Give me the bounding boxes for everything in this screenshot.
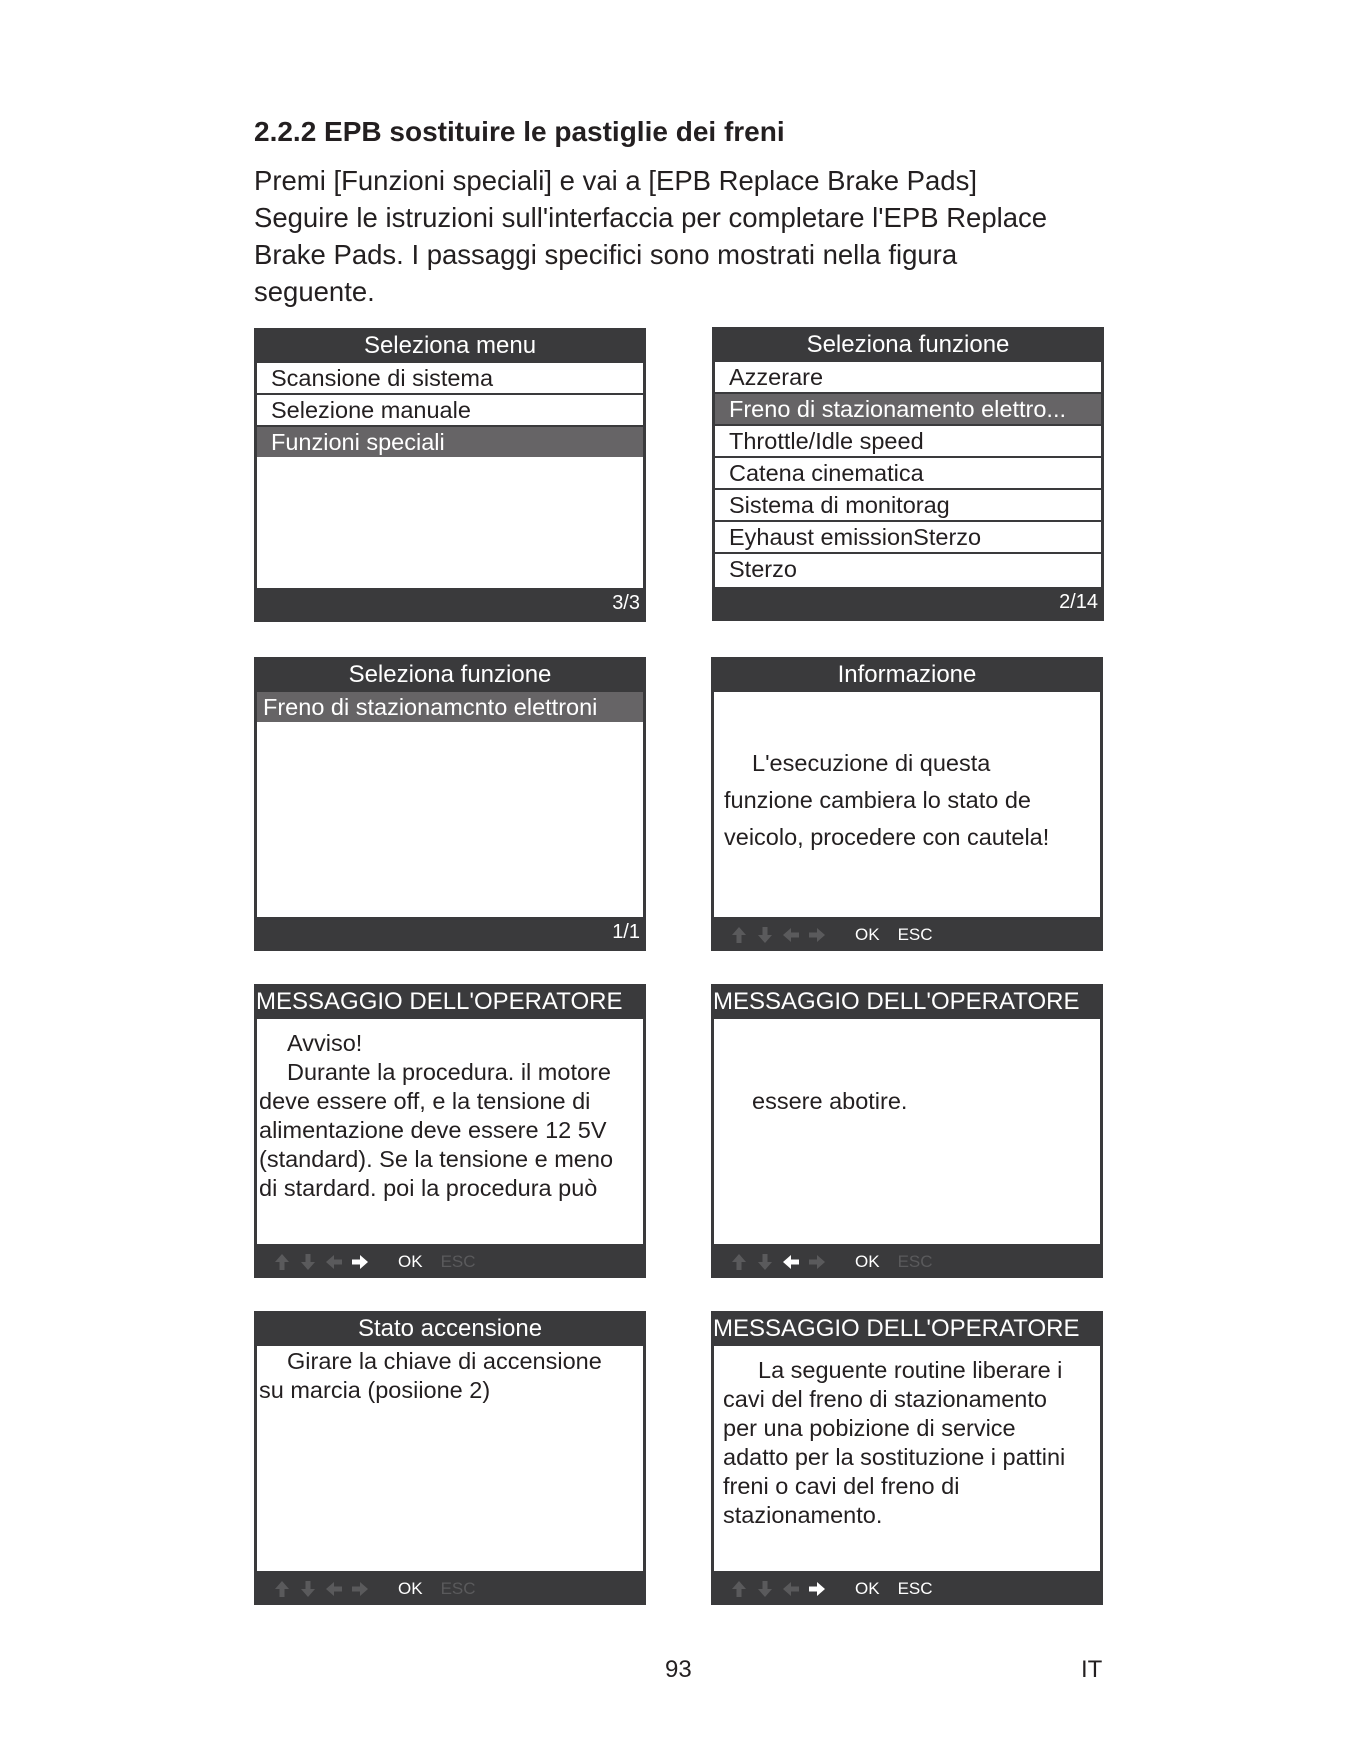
screen-operator-message-abort <box>711 984 1103 1278</box>
menu-item-exhaust-emission[interactable]: Eyhaust emissionSterzo <box>715 522 1101 554</box>
key-bar <box>272 1251 476 1273</box>
screen-title: MESSAGGIO DELL'OPERATORE <box>256 988 623 1015</box>
arrow-down-icon[interactable] <box>298 1252 318 1272</box>
screen-footer <box>711 917 1103 951</box>
arrow-down-icon[interactable] <box>755 1252 775 1272</box>
esc-key[interactable]: ESC <box>897 1252 933 1271</box>
arrow-up-icon[interactable] <box>729 1252 749 1272</box>
intro-line: Brake Pads. I passaggi specifici sono mostrati nella figura <box>254 239 958 270</box>
arrow-left-icon[interactable] <box>324 1579 344 1599</box>
screen-footer <box>254 1571 646 1605</box>
screen-title: Stato accensione <box>357 1315 543 1342</box>
message-body <box>257 1346 643 1571</box>
screen-footer <box>254 917 646 951</box>
arrow-left-icon[interactable] <box>324 1252 344 1272</box>
function-list <box>257 692 643 917</box>
menu-item-steering[interactable]: Sterzo <box>729 556 797 582</box>
ok-key[interactable]: OK <box>855 1252 880 1271</box>
key-bar <box>729 1251 933 1273</box>
esc-key[interactable]: ESC <box>897 925 933 944</box>
screen-footer <box>254 1244 646 1278</box>
key-bar <box>729 924 933 946</box>
screen-information <box>711 657 1103 951</box>
message-line: L'esecuzione di questa <box>752 750 991 776</box>
screen-select-menu <box>254 328 646 622</box>
message-body <box>714 1019 1100 1244</box>
arrow-down-icon[interactable] <box>755 925 775 945</box>
message-line: su marcia (posiione 2) <box>259 1377 491 1403</box>
menu-item-reset[interactable]: Azzerare <box>715 362 1101 394</box>
menu-item-drivetrain[interactable]: Catena cinematica <box>715 458 1101 490</box>
message-line: per una pobizione di service <box>723 1415 1016 1441</box>
ok-key[interactable]: OK <box>855 925 880 944</box>
message-line: Durante la procedura. il motore <box>287 1059 611 1085</box>
arrow-left-icon[interactable] <box>781 1579 801 1599</box>
screen-select-function-epb <box>254 657 646 951</box>
ok-key[interactable]: OK <box>398 1579 423 1598</box>
arrow-right-icon[interactable] <box>350 1252 370 1272</box>
message-line: deve essere off, e la tensione di <box>259 1088 591 1114</box>
menu-item-electronic-parking-brake[interactable]: Freno di stazionamento elettro... <box>715 394 1101 426</box>
language-label: IT <box>1081 1656 1103 1683</box>
arrow-down-icon[interactable] <box>298 1579 318 1599</box>
screen-operator-message-routine <box>711 1311 1103 1605</box>
message-line: Avviso! <box>287 1030 363 1056</box>
arrow-up-icon[interactable] <box>729 1579 749 1599</box>
message-line: La seguente routine liberare i <box>758 1357 1063 1383</box>
screen-select-function <box>712 327 1104 621</box>
intro-line: Premi [Funzioni speciali] e vai a [EPB Replace Brake Pads] <box>254 165 977 196</box>
message-line: funzione cambiera lo stato de <box>724 787 1031 813</box>
message-body <box>714 1346 1100 1571</box>
message-line: Girare la chiave di accensione <box>287 1348 602 1374</box>
arrow-right-icon[interactable] <box>807 1252 827 1272</box>
message-line: (standard). Se la tensione e meno <box>259 1146 614 1172</box>
arrow-up-icon[interactable] <box>272 1252 292 1272</box>
message-line: adatto per la sostituzione i pattini <box>723 1444 1066 1470</box>
arrow-down-icon[interactable] <box>755 1579 775 1599</box>
screen-title: Seleziona menu <box>363 332 537 359</box>
screen-title: MESSAGGIO DELL'OPERATORE <box>713 988 1080 1015</box>
message-body <box>257 1019 643 1244</box>
arrow-right-icon[interactable] <box>350 1579 370 1599</box>
message-line: cavi del freno di stazionamento <box>723 1386 1047 1412</box>
message-line: di stardard. poi la procedura può <box>259 1175 598 1201</box>
menu-item-electronic-parking-brake[interactable]: Freno di stazionamcnto elettroni <box>257 692 643 722</box>
arrow-right-icon[interactable] <box>807 1579 827 1599</box>
menu-list <box>257 363 643 588</box>
ok-key[interactable]: OK <box>398 1252 423 1271</box>
page-indicator: 1/1 <box>612 921 640 943</box>
menu-item-system-scan[interactable]: Scansione di sistema <box>257 363 643 395</box>
arrow-right-icon[interactable] <box>807 925 827 945</box>
menu-item-throttle-idle[interactable]: Throttle/Idle speed <box>715 426 1101 458</box>
key-bar <box>272 1578 476 1600</box>
screen-footer <box>711 1244 1103 1278</box>
arrow-up-icon[interactable] <box>272 1579 292 1599</box>
arrow-up-icon[interactable] <box>729 925 749 945</box>
intro-line: Seguire le istruzioni sull'interfaccia per completare l'EPB Replace <box>254 202 1048 233</box>
page-number: 93 <box>665 1656 692 1683</box>
screen-title: MESSAGGIO DELL'OPERATORE <box>713 1315 1080 1342</box>
esc-key[interactable]: ESC <box>897 1579 933 1598</box>
esc-key[interactable]: ESC <box>440 1252 476 1271</box>
screen-title: Seleziona funzione <box>806 331 1010 358</box>
page-indicator: 3/3 <box>612 592 640 614</box>
screen-title: Seleziona funzione <box>348 661 552 688</box>
intro-text <box>254 162 1134 310</box>
menu-item-monitoring-system[interactable]: Sistema di monitorag <box>715 490 1101 522</box>
message-body <box>714 692 1100 917</box>
message-line: stazionamento. <box>723 1502 883 1528</box>
message-line: essere abotire. <box>752 1088 908 1114</box>
screen-footer <box>254 588 646 622</box>
message-line: alimentazione deve essere 12 5V <box>259 1117 607 1143</box>
screen-title: Informazione <box>837 661 977 688</box>
esc-key[interactable]: ESC <box>440 1579 476 1598</box>
intro-line: seguente. <box>254 276 375 307</box>
arrow-left-icon[interactable] <box>781 925 801 945</box>
screen-operator-message-warning <box>254 984 646 1278</box>
function-list <box>715 362 1101 587</box>
message-line: veicolo, procedere con cautela! <box>724 824 1050 850</box>
screen-ignition-status <box>254 1311 646 1605</box>
ok-key[interactable]: OK <box>855 1579 880 1598</box>
menu-item-manual-selection[interactable]: Selezione manuale <box>257 395 643 427</box>
key-bar <box>729 1578 933 1600</box>
arrow-left-icon[interactable] <box>781 1252 801 1272</box>
screen-footer <box>711 1571 1103 1605</box>
section-heading: 2.2.2 EPB sostituire le pastiglie dei freni <box>254 116 785 147</box>
page-indicator: 2/14 <box>1059 591 1098 613</box>
screen-footer <box>712 587 1104 621</box>
message-line: freni o cavi del freno di <box>723 1473 960 1499</box>
menu-item-special-functions[interactable]: Funzioni speciali <box>257 427 643 457</box>
